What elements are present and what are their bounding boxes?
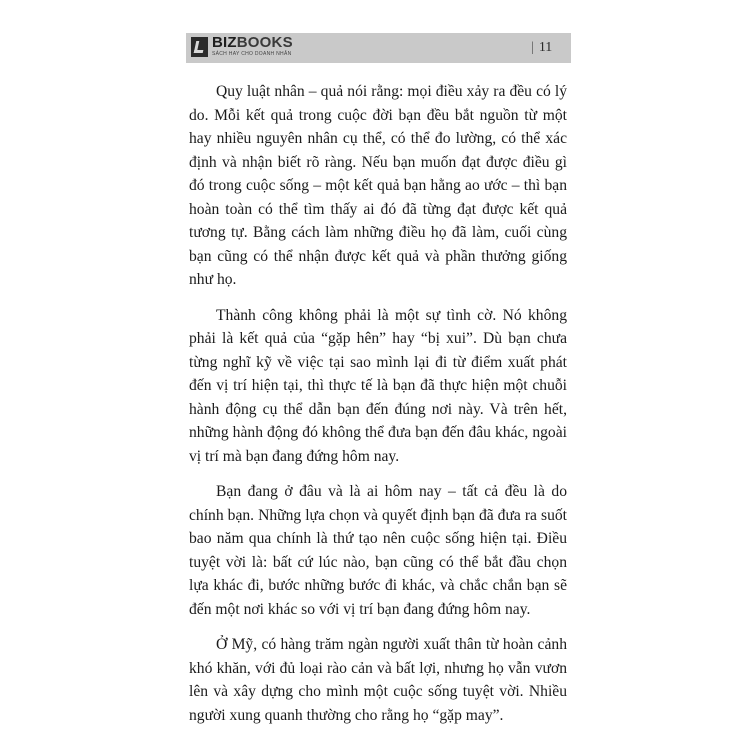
publisher-logo xyxy=(191,35,293,61)
paragraph: Bạn đang ở đâu và là ai hôm nay – tất cả đều là do chính bạn. Những lựa chọn và quyết định bạn đã đưa ra suốt bao năm qua chính là thứ tạo nên cuộc sống hiện tại. Điều tuyệt vời là: bất cứ lúc nào, bạn cũng có thể bắt đầu chọn lựa khác đi, bước những bước đi khác, và chắc chắn bạn sẽ đến một nơi khác so với vị trí bạn đang đứng hôm nay. xyxy=(189,483,567,618)
logo-tagline: SÁCH HAY CHO DOANH NHÂN xyxy=(212,51,292,57)
logo-word-biz: BIZ xyxy=(212,34,237,51)
body-text xyxy=(189,80,567,739)
logo-word-books: BOOKS xyxy=(236,34,293,51)
paragraph: Quy luật nhân – quả nói rằng: mọi điều xảy ra đều có lý do. Mỗi kết quả trong cuộc đời bạn đều bắt nguồn từ một hay nhiều nguyên nhân cụ thể, có thể đo lường, có thể xác định và nhận biết rõ ràng. Nếu bạn muốn đạt được điều gì đó trong cuộc sống – một kết quả bạn hằng ao ước – thì bạn hoàn toàn có thể tìm thấy ai đó đã từng đạt được kết quả tương tự. Bằng cách làm những điều họ đã làm, cuối cùng bạn cũng có thể nhận được kết quả và phần thưởng giống như họ. xyxy=(189,83,567,288)
page-number xyxy=(531,40,552,56)
logo-mark-icon xyxy=(191,37,208,57)
page-number-value: 11 xyxy=(538,40,553,55)
paragraph: Ở Mỹ, có hàng trăm ngàn người xuất thân từ hoàn cảnh khó khăn, với đủ loại rào cản và bất lợi, nhưng họ vẫn vươn lên và xây dựng cho mình một cuộc sống tuyệt vời. Nhiều người xung quanh thường cho rằng họ “gặp may”. xyxy=(189,636,567,724)
logo-wordmark xyxy=(212,35,293,50)
paragraph: Thành công không phải là một sự tình cờ. Nó không phải là kết quả của “gặp hên” hay “bị xui”. Dù bạn chưa từng nghĩ kỹ về việc tại sao mình lại đi từ điểm xuất phát đến vị trí hiện tại, thì thực tế là bạn đã thực hiện một chuỗi hành động cụ thể dẫn bạn đến đúng nơi này. Và trên hết, những hành động đó không thể đưa bạn đến đâu khác, ngoài vị trí mà bạn đang đứng hôm nay. xyxy=(189,306,567,465)
logo-text xyxy=(212,35,293,57)
page-number-separator: | xyxy=(531,40,534,55)
